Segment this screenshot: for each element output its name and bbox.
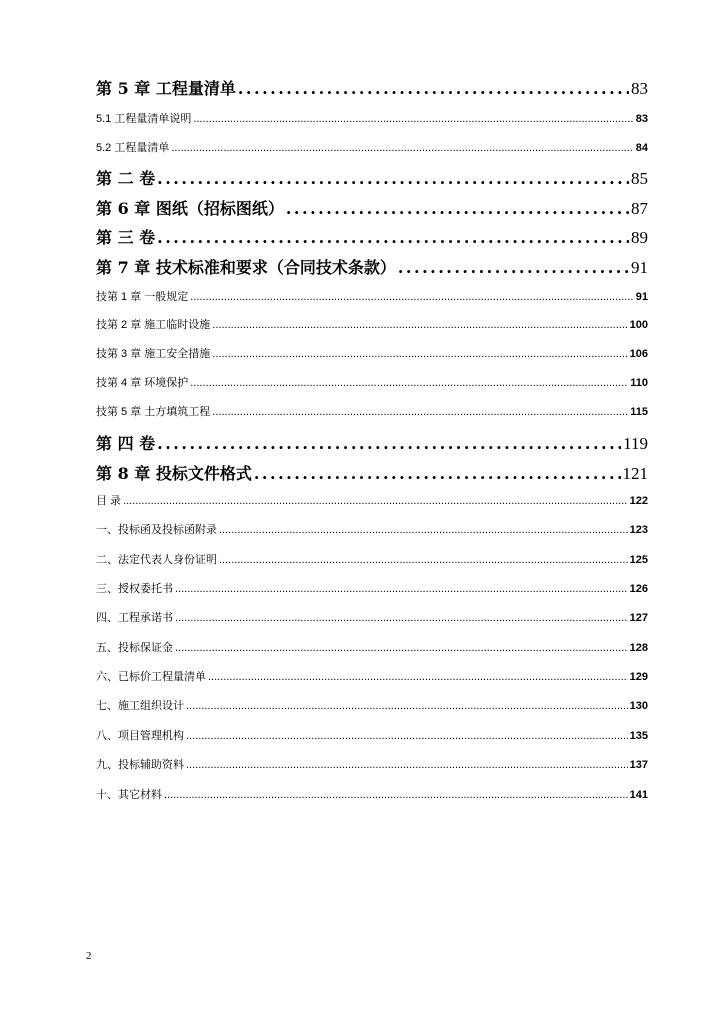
- toc-section-entry: [96, 639, 648, 655]
- toc-entry-title: 第 四 卷: [96, 434, 156, 453]
- toc-entry-page: 83: [635, 113, 648, 125]
- toc-entry-title: 技第 2 章 施工临时设施: [96, 319, 211, 331]
- toc-section-entry: [96, 110, 648, 126]
- toc-chapter-entry: [96, 166, 648, 190]
- toc-dot-leader: [193, 113, 633, 125]
- toc-chapter-entry: [96, 76, 648, 100]
- toc-chapter-entry: [96, 196, 648, 220]
- toc-section-entry: [96, 756, 648, 772]
- toc-entry-page: 110: [630, 377, 648, 389]
- toc-section-entry: [96, 403, 648, 419]
- toc-dot-leader: [286, 199, 629, 218]
- toc-entry-page: 91: [635, 291, 648, 303]
- toc-dot-leader: [238, 79, 629, 98]
- toc-entry-title: 第 7 章 技术标准和要求（合同技术条款）: [96, 258, 396, 277]
- toc-dot-leader: [219, 524, 628, 536]
- toc-entry-page: 123: [629, 524, 648, 536]
- toc-entry-title: 第 三 卷: [96, 228, 156, 247]
- toc-section-entry: [96, 374, 648, 390]
- toc-entry-title: 5.1 工程量清单说明: [96, 113, 192, 125]
- toc-dot-leader: [171, 142, 633, 154]
- toc-dot-leader: [190, 377, 628, 389]
- toc-entry-title: 第 5 章 工程量清单: [96, 79, 236, 98]
- toc-entry-page: 115: [630, 406, 648, 418]
- toc-entry-page: 87: [631, 199, 648, 218]
- toc-entry-page: 84: [635, 142, 648, 154]
- toc-section-entry: [96, 551, 648, 567]
- toc-dot-leader: [186, 759, 628, 771]
- toc-entry-title: 六、已标价工程量清单: [96, 671, 206, 683]
- toc-dot-leader: [157, 169, 629, 188]
- toc-section-entry: [96, 139, 648, 155]
- toc-entry-title: 第 8 章 投标文件格式: [96, 464, 252, 483]
- toc-entry-page: 141: [629, 789, 648, 801]
- toc-entry-title: 十、其它材料: [96, 789, 162, 801]
- toc-entry-title: 八、项目管理机构: [96, 730, 184, 742]
- toc-dot-leader: [186, 700, 628, 712]
- toc-chapter-entry: [96, 461, 648, 485]
- toc-chapter-entry: [96, 225, 648, 249]
- toc-section-entry: [96, 609, 648, 625]
- toc-dot-leader: [175, 612, 628, 624]
- toc-dot-leader: [212, 406, 628, 418]
- toc-entry-title: 四、工程承诺书: [96, 612, 173, 624]
- toc-section-entry: [96, 727, 648, 743]
- toc-dot-leader: [398, 258, 629, 277]
- toc-dot-leader: [219, 554, 628, 566]
- toc-dot-leader: [212, 348, 627, 360]
- toc-entry-title: 技第 3 章 施工安全措施: [96, 348, 211, 360]
- toc-entry-page: 125: [629, 554, 648, 566]
- toc-dot-leader: [157, 228, 629, 247]
- toc-chapter-entry: [96, 255, 648, 279]
- toc-section-entry: [96, 697, 648, 713]
- toc-entry-page: 91: [631, 258, 648, 277]
- toc-entry-title: 技第 1 章 一般规定: [96, 291, 189, 303]
- toc-entry-page: 85: [631, 169, 648, 188]
- toc-entry-page: 129: [629, 671, 648, 683]
- toc-entry-title: 第 二 卷: [96, 169, 156, 188]
- toc-dot-leader: [164, 789, 628, 801]
- toc-entry-page: 119: [623, 434, 648, 453]
- toc-dot-leader: [254, 464, 621, 483]
- toc-entry-title: 第 6 章 图纸（招标图纸）: [96, 199, 284, 218]
- toc-dot-leader: [190, 291, 633, 303]
- page-number: 2: [86, 950, 92, 962]
- toc-section-entry: [96, 580, 648, 596]
- toc-entry-title: 七、施工组织设计: [96, 700, 184, 712]
- toc-entry-title: 技第 5 章 土方填筑工程: [96, 406, 211, 418]
- toc-entry-page: 89: [631, 228, 648, 247]
- toc-entry-page: 126: [629, 583, 648, 595]
- toc-entry-title: 三、授权委托书: [96, 583, 173, 595]
- toc-section-entry: [96, 345, 648, 361]
- toc-entry-page: 83: [631, 79, 648, 98]
- toc-section-entry: [96, 786, 648, 802]
- toc-dot-leader: [208, 671, 628, 683]
- toc-entry-page: 127: [629, 612, 648, 624]
- toc-dot-leader: [212, 319, 627, 331]
- toc-section-entry: [96, 316, 648, 332]
- toc-entry-page: 121: [622, 464, 648, 483]
- toc-entry-title: 二、法定代表人身份证明: [96, 554, 217, 566]
- toc-entry-title: 5.2 工程量清单: [96, 142, 170, 154]
- toc-dot-leader: [175, 642, 628, 654]
- toc-dot-leader: [123, 495, 628, 507]
- toc-entry-title: 九、投标辅助资料: [96, 759, 184, 771]
- toc-dot-leader: [186, 730, 628, 742]
- toc-entry-page: 122: [629, 495, 648, 507]
- toc-entry-title: 目 录: [96, 495, 122, 507]
- toc-entry-page: 100: [629, 319, 648, 331]
- toc-entry-title: 一、投标函及投标函附录: [96, 524, 217, 536]
- toc-entry-page: 130: [629, 700, 648, 712]
- toc-entry-title: 技第 4 章 环境保护: [96, 377, 189, 389]
- toc-dot-leader: [175, 583, 628, 595]
- toc-section-entry: [96, 492, 648, 508]
- toc-section-entry: [96, 288, 648, 304]
- toc-entry-page: 135: [629, 730, 648, 742]
- toc-entry-page: 128: [629, 642, 648, 654]
- toc-chapter-entry: [96, 431, 648, 455]
- toc-section-entry: [96, 521, 648, 537]
- toc-entry-page: 137: [629, 759, 648, 771]
- toc-dot-leader: [157, 434, 621, 453]
- toc-section-entry: [96, 668, 648, 684]
- toc-entry-page: 106: [629, 348, 648, 360]
- toc-entry-title: 五、投标保证金: [96, 642, 173, 654]
